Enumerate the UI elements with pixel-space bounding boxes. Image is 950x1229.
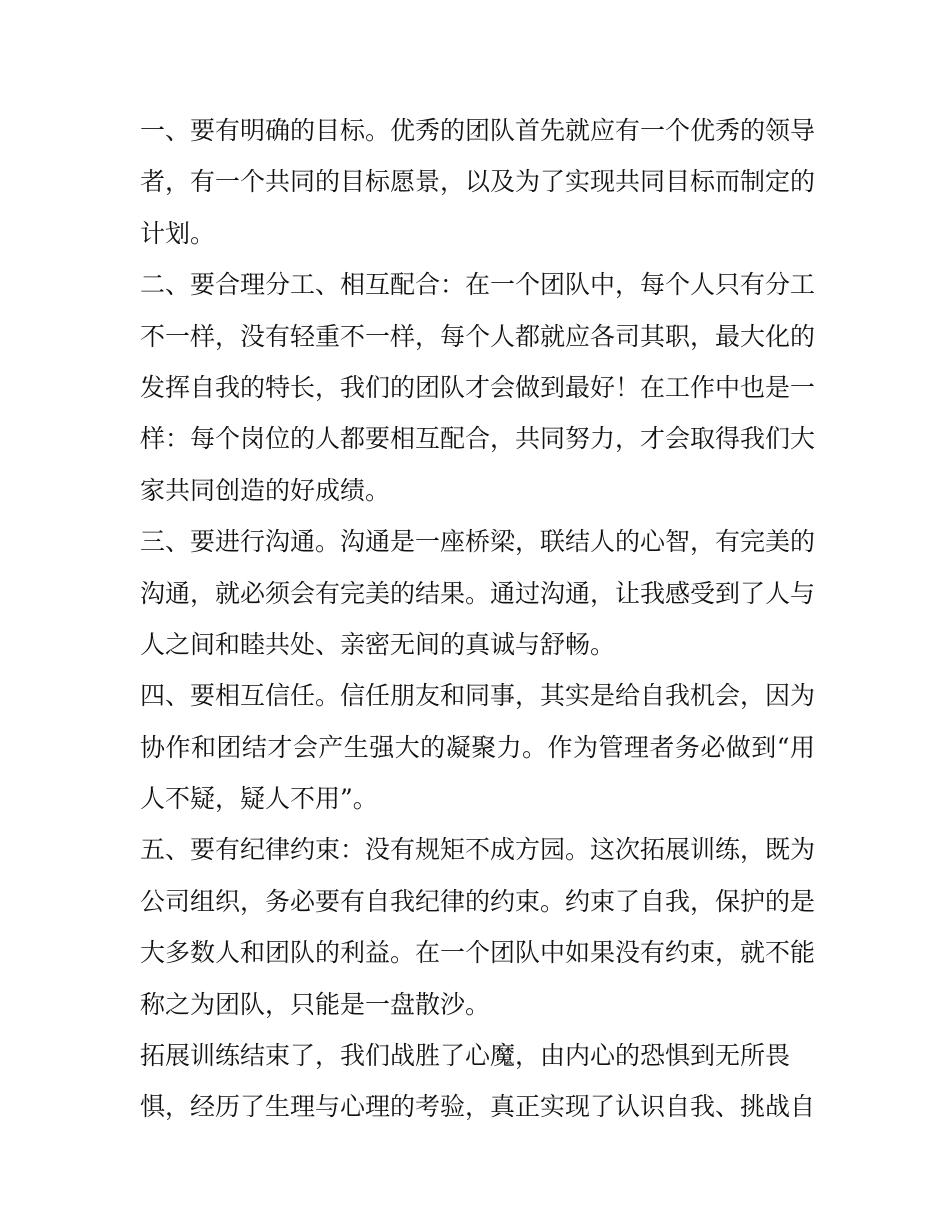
text-line: 计划。 bbox=[140, 218, 216, 248]
text-line: 公司组织，务必要有自我纪律的约束。约束了自我，保护的是 bbox=[140, 886, 816, 916]
text-line: 沟通，就必须会有完美的结果。通过沟通，让我感受到了人与 bbox=[140, 578, 816, 608]
text-line: 四、要相互信任。信任朋友和同事，其实是给自我机会，因为 bbox=[140, 681, 816, 711]
text-line: 二、要合理分工、相互配合：在一个团队中，每个人只有分工 bbox=[140, 270, 816, 300]
text-line: 家共同创造的好成绩。 bbox=[140, 475, 391, 505]
text-line: 人之间和睦共处、亲密无间的真诚与舒畅。 bbox=[140, 629, 616, 659]
text-line: 三、要进行沟通。沟通是一座桥梁，联结人的心智，有完美的 bbox=[140, 527, 816, 557]
text-line: 者，有一个共同的目标愿景，以及为了实现共同目标而制定的 bbox=[140, 167, 816, 197]
text-line: 发挥自我的特长，我们的团队才会做到最好！在工作中也是一 bbox=[140, 372, 816, 402]
text-line: 大多数人和团队的利益。在一个团队中如果没有约束，就不能 bbox=[140, 938, 816, 968]
text-line: 人不疑，疑人不用”。 bbox=[140, 784, 378, 814]
text-line: 样：每个岗位的人都要相互配合，共同努力，才会取得我们大 bbox=[140, 424, 816, 454]
text-line: 五、要有纪律约束：没有规矩不成方园。这次拓展训练，既为 bbox=[140, 835, 816, 865]
text-line: 一、要有明确的目标。优秀的团队首先就应有一个优秀的领导 bbox=[140, 116, 816, 145]
text-line: 协作和团结才会产生强大的凝聚力。作为管理者务必做到“用 bbox=[140, 732, 815, 762]
text-line: 称之为团队，只能是一盘散沙。 bbox=[140, 989, 491, 1019]
text-line: 拓展训练结束了，我们战胜了心魔，由内心的恐惧到无所畏 bbox=[140, 1041, 791, 1071]
text-line: 惧，经历了生理与心理的考验，真正实现了认识自我、挑战自 bbox=[140, 1092, 816, 1122]
document-body bbox=[140, 105, 815, 1133]
text-line: 不一样，没有轻重不一样，每个人都就应各司其职，最大化的 bbox=[140, 321, 816, 351]
